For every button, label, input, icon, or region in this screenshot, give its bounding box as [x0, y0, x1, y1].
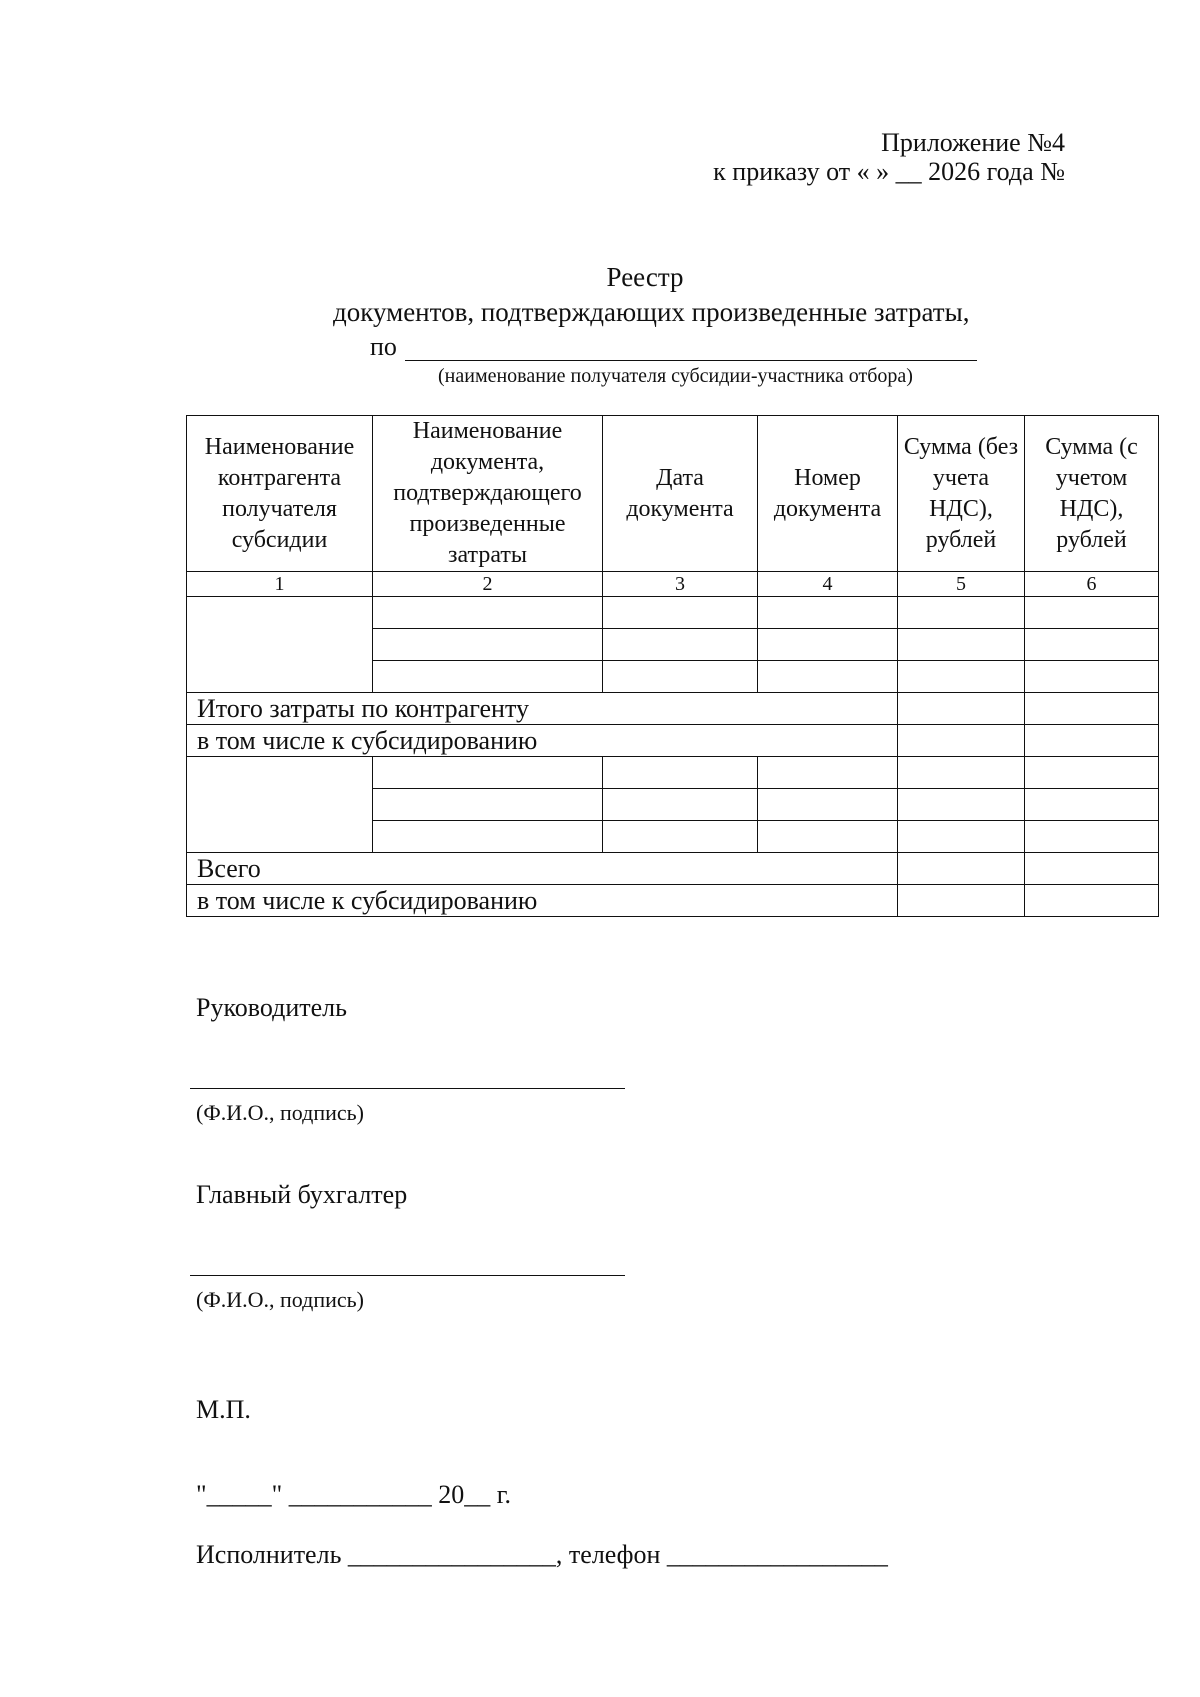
table-header-row — [187, 416, 1159, 572]
document-subtitle: документов, подтверждающих произведенные затраты, — [333, 297, 970, 327]
order-reference: к приказу от « » __ 2026 года № — [713, 157, 1065, 186]
column-number: 3 — [603, 572, 758, 597]
table-cell[interactable] — [758, 629, 898, 661]
table-cell[interactable] — [898, 885, 1025, 917]
head-signature-note: (Ф.И.О., подпись) — [196, 1100, 364, 1125]
contractor-total-label: Итого затраты по контрагенту — [187, 693, 898, 725]
executor-line: Исполнитель ________________, телефон _________________ — [196, 1540, 888, 1569]
table-cell[interactable] — [898, 821, 1025, 853]
header-document-number: Номер документа — [758, 416, 898, 572]
recipient-prefix: по — [370, 332, 397, 361]
table-cell[interactable] — [373, 789, 603, 821]
subsidy-row — [187, 725, 1159, 757]
table-cell[interactable] — [898, 757, 1025, 789]
recipient-note: (наименование получателя субсидии-участника отбора) — [438, 365, 913, 387]
contractor-cell[interactable] — [187, 597, 373, 693]
accountant-signature-note: (Ф.И.О., подпись) — [196, 1287, 364, 1312]
table-cell[interactable] — [373, 821, 603, 853]
stamp-label: М.П. — [196, 1395, 251, 1424]
table-cell[interactable] — [603, 661, 758, 693]
document-title: Реестр — [606, 262, 684, 292]
table-cell[interactable] — [758, 661, 898, 693]
accountant-signature-line — [190, 1275, 625, 1276]
table-cell[interactable] — [898, 725, 1025, 757]
accountant-label: Главный бухгалтер — [196, 1180, 408, 1209]
column-number-row — [187, 572, 1159, 597]
table-cell[interactable] — [603, 821, 758, 853]
table-cell[interactable] — [373, 757, 603, 789]
column-number: 6 — [1025, 572, 1159, 597]
table-cell[interactable] — [1025, 597, 1159, 629]
head-label: Руководитель — [196, 993, 347, 1022]
date-line: "_____" ___________ 20__ г. — [196, 1480, 511, 1509]
table-cell[interactable] — [1025, 725, 1159, 757]
column-number: 2 — [373, 572, 603, 597]
subsidy-label: в том числе к субсидированию — [187, 725, 898, 757]
header-document-name: Наименование документа, подтверждающего произведенные затраты — [373, 416, 603, 572]
table-cell[interactable] — [758, 757, 898, 789]
contractor-total-row — [187, 693, 1159, 725]
table-cell[interactable] — [898, 661, 1025, 693]
table-cell[interactable] — [898, 597, 1025, 629]
table-cell[interactable] — [1025, 661, 1159, 693]
appendix-label: Приложение №4 — [881, 128, 1065, 157]
table-cell[interactable] — [758, 597, 898, 629]
table-cell[interactable] — [1025, 885, 1159, 917]
subsidy-row — [187, 885, 1159, 917]
registry-table — [186, 415, 1159, 917]
table-cell[interactable] — [1025, 853, 1159, 885]
table-cell[interactable] — [603, 757, 758, 789]
grand-total-label: Всего — [187, 853, 898, 885]
grand-total-row — [187, 853, 1159, 885]
table-row — [187, 757, 1159, 789]
table-cell[interactable] — [898, 853, 1025, 885]
table-cell[interactable] — [898, 693, 1025, 725]
head-signature-line — [190, 1088, 625, 1089]
table-cell[interactable] — [1025, 757, 1159, 789]
table-cell[interactable] — [758, 789, 898, 821]
table-cell[interactable] — [373, 661, 603, 693]
table-cell[interactable] — [758, 821, 898, 853]
contractor-cell[interactable] — [187, 757, 373, 853]
table-cell[interactable] — [603, 629, 758, 661]
table-cell[interactable] — [898, 789, 1025, 821]
table-cell[interactable] — [603, 789, 758, 821]
table-cell[interactable] — [1025, 821, 1159, 853]
column-number: 1 — [187, 572, 373, 597]
table-cell[interactable] — [1025, 629, 1159, 661]
header-contractor: Наименование контрагента получателя субсидии — [187, 416, 373, 572]
table-cell[interactable] — [373, 629, 603, 661]
subsidy-label: в том числе к субсидированию — [187, 885, 898, 917]
recipient-name-line — [405, 360, 977, 361]
column-number: 4 — [758, 572, 898, 597]
header-sum-without-vat: Сумма (без учета НДС), рублей — [898, 416, 1025, 572]
table-cell[interactable] — [1025, 693, 1159, 725]
table-cell[interactable] — [1025, 789, 1159, 821]
table-cell[interactable] — [603, 597, 758, 629]
table-row — [187, 597, 1159, 629]
table-cell[interactable] — [373, 597, 603, 629]
table-cell[interactable] — [898, 629, 1025, 661]
header-sum-with-vat: Сумма (с учетом НДС), рублей — [1025, 416, 1159, 572]
column-number: 5 — [898, 572, 1025, 597]
header-document-date: Дата документа — [603, 416, 758, 572]
